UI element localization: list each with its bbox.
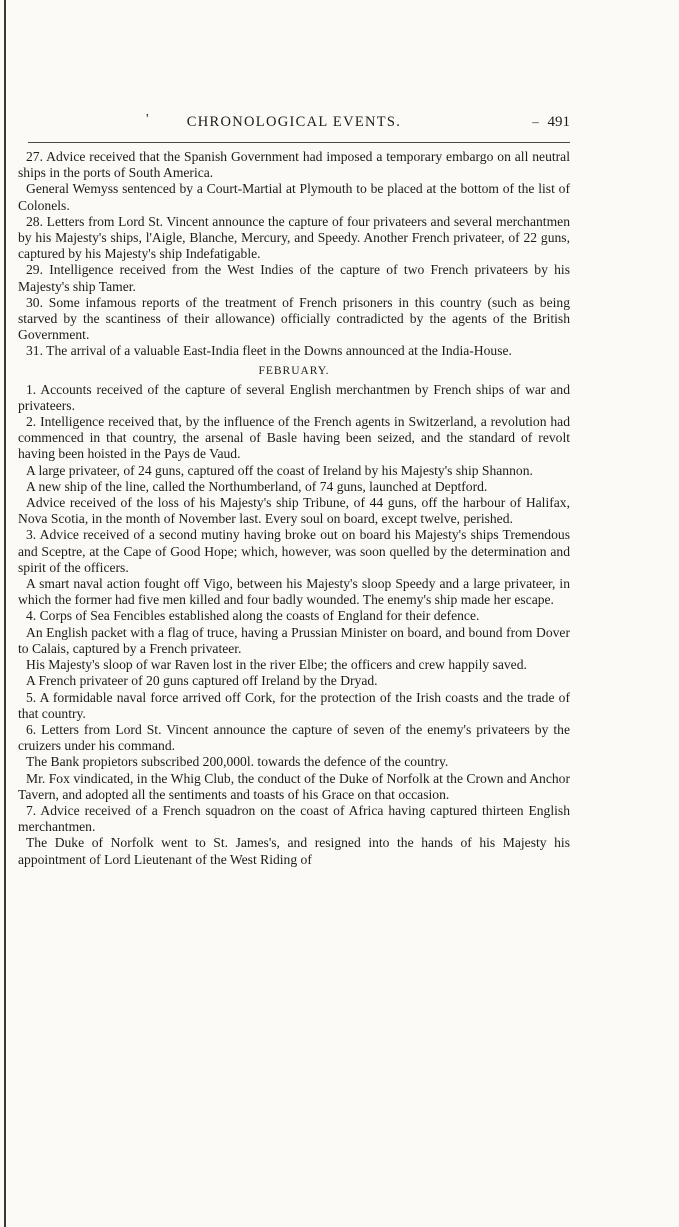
entry: 27. Advice received that the Spanish Government had imposed a temporary embargo on all neutral ships in the ports of South America. <box>18 149 570 181</box>
entry: 5. A formidable naval force arrived off Cork, for the protection of the Irish coasts and the trade of that country. <box>18 689 570 721</box>
entry: Mr. Fox vindicated, in the Whig Club, the conduct of the Duke of Norfolk at the Crown and Anchor Tavern, and adopted all the sentiments and toasts of his Grace on that occasion. <box>18 770 570 802</box>
entry: 2. Intelligence received that, by the influence of the French agents in Switzerland, a revolution had commenced in that country, the arsenal of Basle having been seized, and the standard of revolt having been hoisted in the Pays de Vaud. <box>18 414 570 462</box>
entry: A new ship of the line, called the Northumberland, of 74 guns, launched at Deptford. <box>26 478 488 494</box>
header-hyphen: – <box>532 114 540 129</box>
header-rule <box>28 142 570 143</box>
entry: 30. Some infamous reports of the treatment of French prisoners in this country (such as being starved by the scantiness of their allowance) officially contradicted by the agents of the British Government. <box>18 294 570 343</box>
entry: 4. Corps of Sea Fencibles established along the coasts of England for their defence. <box>26 608 480 624</box>
page-number: 491 <box>547 114 570 130</box>
page-header <box>18 112 570 138</box>
entries-january <box>18 149 570 360</box>
entry: General Wemyss sentenced by a Court-Martial at Plymouth to be placed at the bottom of the list of Colonels. <box>18 181 570 213</box>
entry: A French privateer of 20 guns captured off Ireland by the Dryad. <box>26 673 378 689</box>
book-page <box>18 112 570 868</box>
entry: 6. Letters from Lord St. Vincent announce the capture of seven of the enemy's privateers by the cruizers under his command. <box>18 721 570 754</box>
entry: 7. Advice received of a French squadron on the coast of Africa having captured thirteen English merchantmen. <box>18 802 570 835</box>
entry: A large privateer, of 24 guns, captured off the coast of Ireland by his Majesty's ship Shannon. <box>26 462 533 478</box>
entry: 3. Advice received of a second mutiny having broke out on board his Majesty's ships Tremendous and Sceptre, at the Cape of Good Hope; which, however, was soon quelled by the determination and spirit of the officers. <box>18 527 570 575</box>
entry: The Duke of Norfolk went to St. James's, and resigned into the hands of his Majesty his appointment of Lord Lieutenant of the West Riding of <box>18 835 570 867</box>
entry: 31. The arrival of a valuable East-India fleet in the Downs announced at the India-House. <box>26 343 512 359</box>
running-title: CHRONOLOGICAL EVENTS. <box>186 114 402 130</box>
page-edge-rule <box>4 0 6 1227</box>
entry: 28. Letters from Lord St. Vincent announce the capture of four privateers and several merchantmen by his Majesty's ships, l'Aigle, Blanche, Mercury, and Speedy. Another French privateer, of 22 guns, captured by his Majesty's ship Indefatigable. <box>18 213 570 262</box>
entry: His Majesty's sloop of war Raven lost in the river Elbe; the officers and crew happily saved. <box>26 657 527 673</box>
entry: 1. Accounts received of the capture of several English merchantmen by French ships of war and privateers. <box>18 381 570 413</box>
month-heading: FEBRUARY. <box>258 364 330 377</box>
header-mark: ' <box>146 112 150 127</box>
entry: An English packet with a flag of truce, having a Prussian Minister on board, and bound from Dover to Calais, captured by a French privateer. <box>18 624 570 656</box>
entry: 29. Intelligence received from the West Indies of the capture of two French privateers by his Majesty's ship Tamer. <box>18 262 570 294</box>
entries-february <box>18 382 570 868</box>
entry: A smart naval action fought off Vigo, between his Majesty's sloop Speedy and a large privateer, in which the former had five men killed and four badly wounded. The enemy's ship made her escape. <box>18 576 570 608</box>
entry: Advice received of the loss of his Majesty's ship Tribune, of 44 guns, off the harbour of Halifax, Nova Scotia, in the month of November last. Every soul on board, except twelve, perished. <box>18 495 570 527</box>
entry: The Bank propietors subscribed 200,000l. towards the defence of the country. <box>26 754 449 770</box>
